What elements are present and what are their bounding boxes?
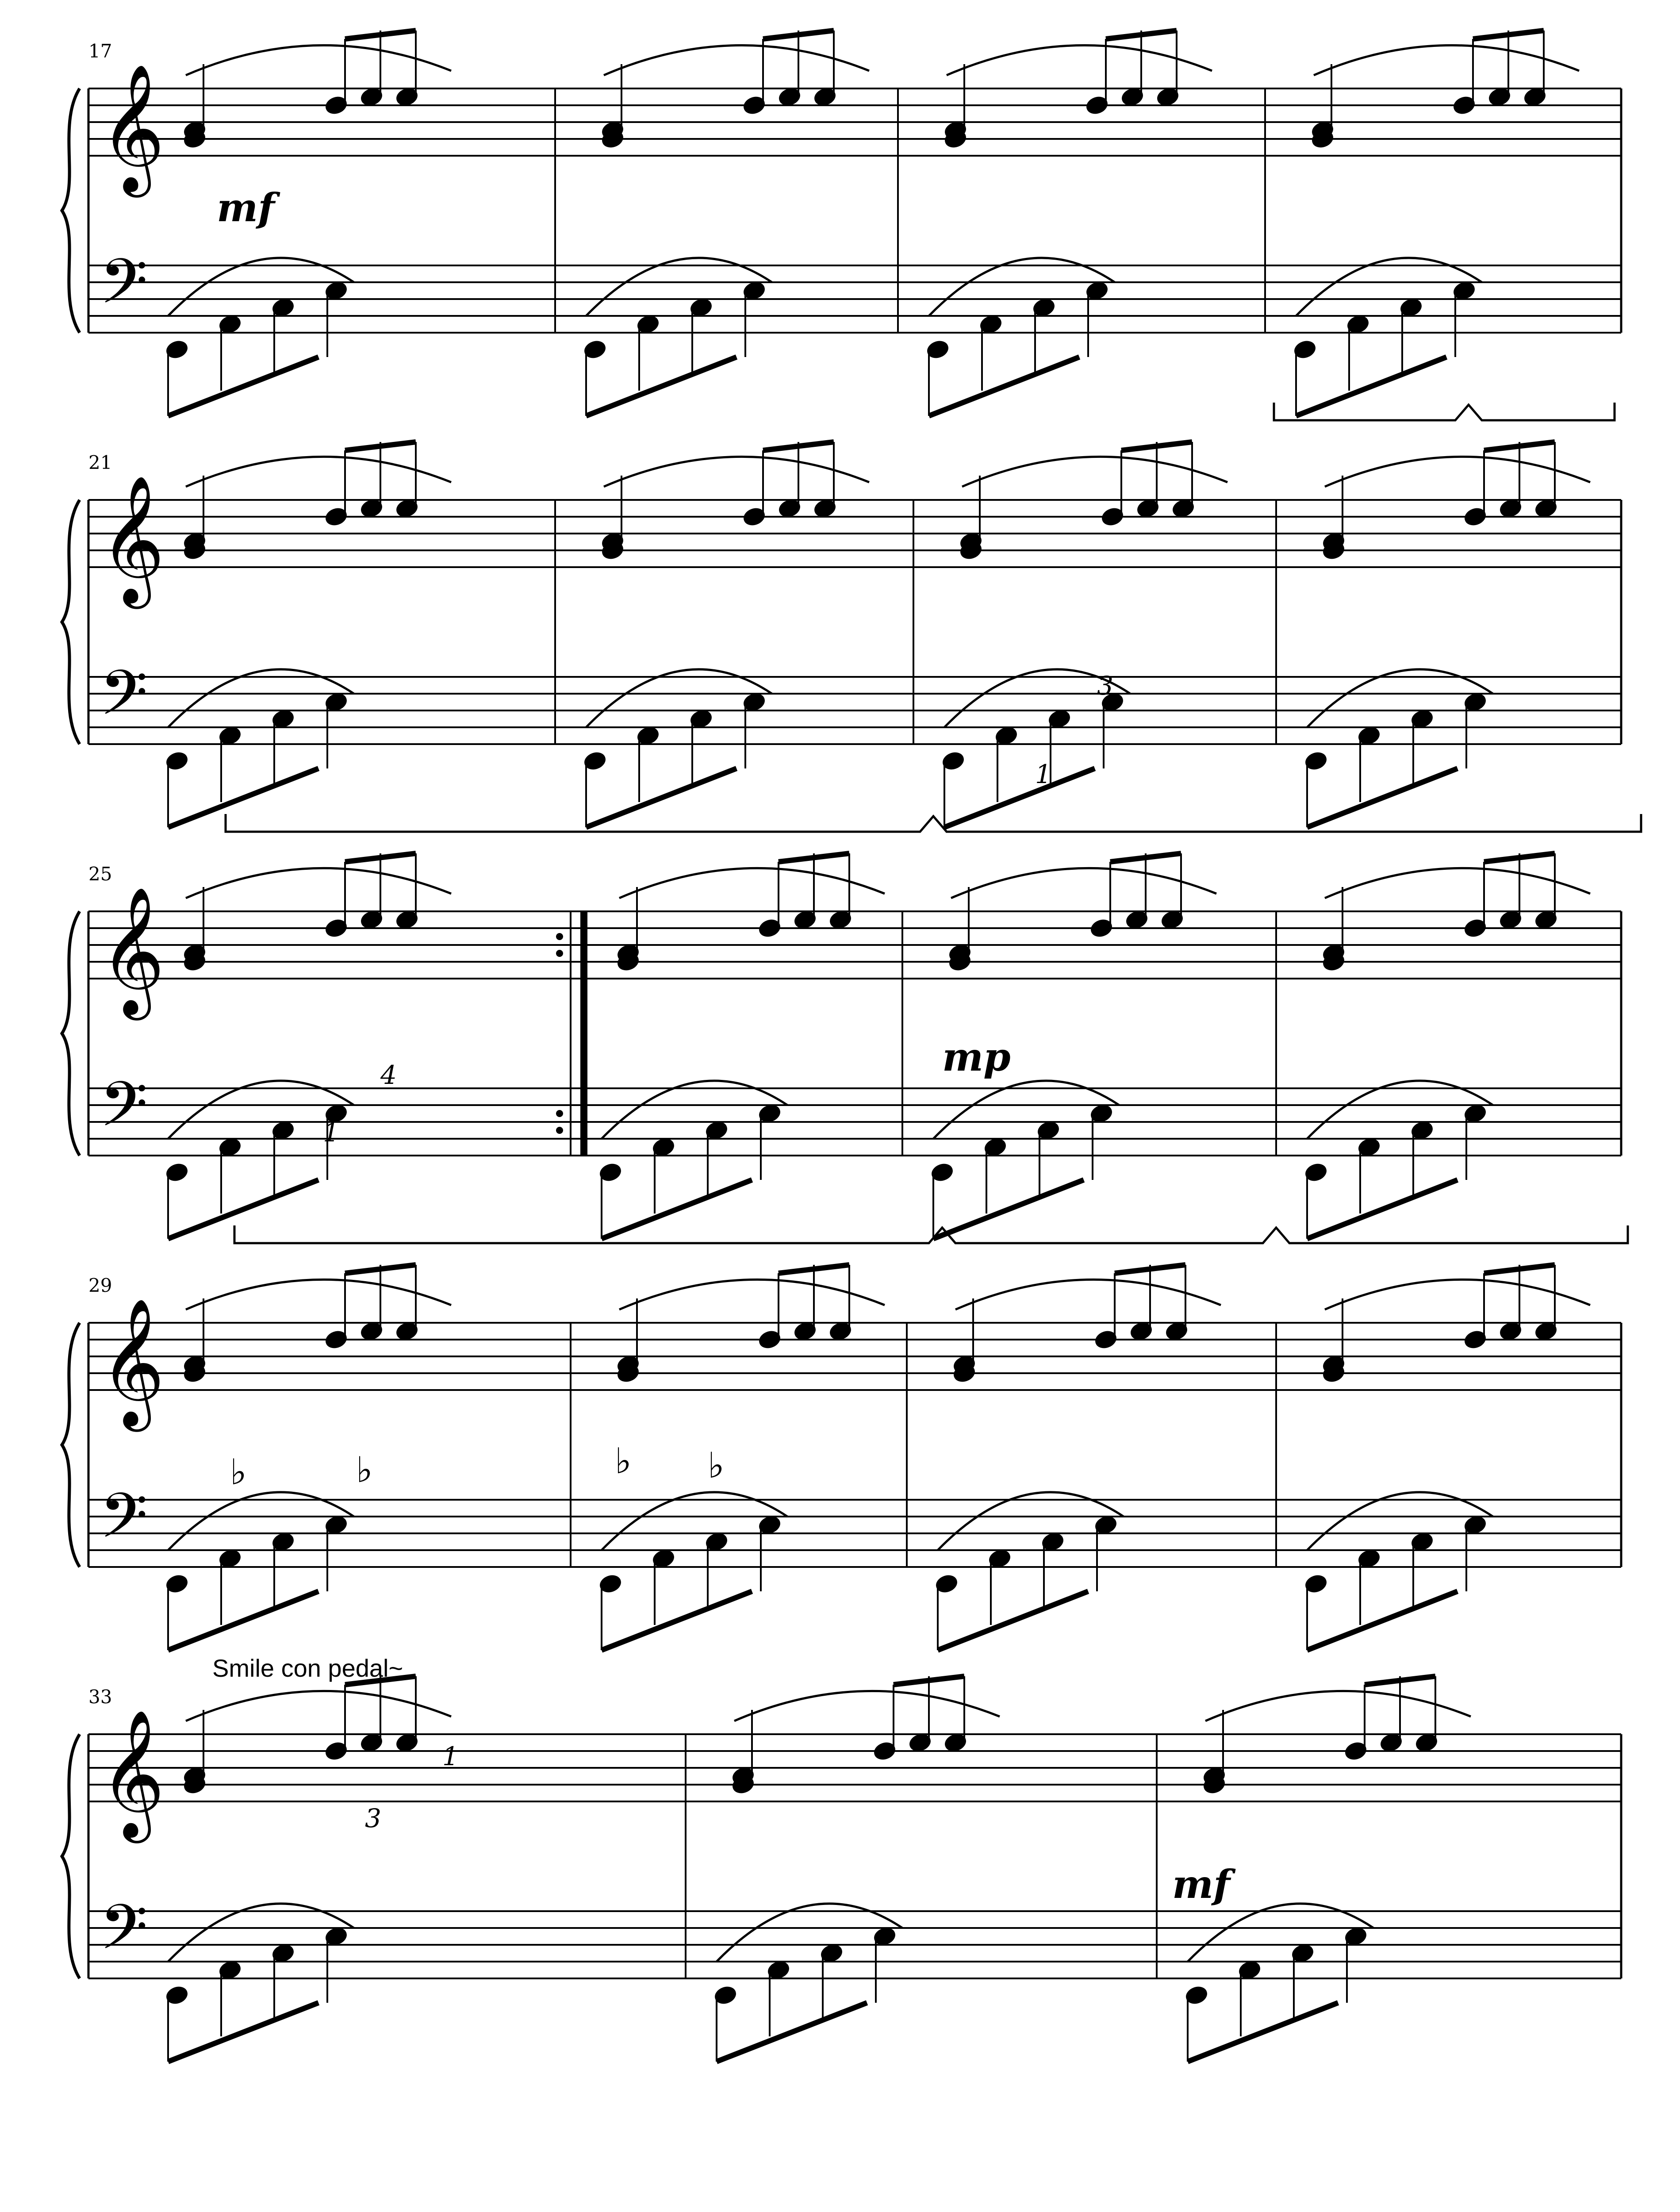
- slur: [962, 457, 1227, 487]
- slur: [586, 258, 772, 316]
- pedal-instruction: Smile con pedal~: [212, 1654, 403, 1682]
- treble-clef: 𝄞: [100, 1709, 165, 1837]
- slur: [929, 258, 1115, 316]
- slur: [186, 868, 451, 898]
- slur: [186, 45, 451, 75]
- beam: [1307, 768, 1458, 827]
- slur: [186, 1691, 451, 1721]
- treble-clef: 𝄞: [100, 63, 165, 192]
- grand-staff-brace: [62, 1323, 80, 1567]
- slur: [168, 1904, 354, 1962]
- measure-number-21: 21: [88, 452, 112, 473]
- beam: [168, 1591, 318, 1650]
- repeat-dot: [556, 950, 563, 957]
- beam: [938, 1591, 1088, 1650]
- slur: [1188, 1904, 1373, 1962]
- slur: [1205, 1691, 1471, 1721]
- slur: [602, 1081, 787, 1139]
- slur: [947, 45, 1212, 75]
- pedal-bracket: [226, 814, 1641, 832]
- system: [62, 474, 1621, 745]
- fingering-mark: 1: [323, 1118, 339, 1148]
- slur: [951, 868, 1216, 898]
- treble-clef: 𝄞: [100, 474, 165, 603]
- measure-number-25: 25: [88, 863, 112, 885]
- slur: [1307, 1492, 1493, 1550]
- slur: [168, 669, 354, 727]
- measure-number-29: 29: [88, 1275, 112, 1296]
- fingering-mark: 4: [380, 1060, 397, 1090]
- slur: [1307, 1081, 1493, 1139]
- slur: [619, 868, 885, 898]
- bass-clef: 𝄢: [100, 1480, 148, 1567]
- slur: [186, 457, 451, 487]
- beam: [944, 768, 1095, 827]
- system: [62, 63, 1621, 333]
- slur: [619, 1279, 885, 1310]
- slur: [586, 669, 772, 727]
- slur: [1325, 868, 1590, 898]
- flat-sign: ♭: [708, 1445, 725, 1486]
- slur: [168, 258, 354, 316]
- beam: [168, 357, 318, 416]
- beam: [168, 768, 318, 827]
- beam: [929, 357, 1079, 416]
- fingering-mark: 1: [442, 1741, 459, 1771]
- grand-staff-brace: [62, 500, 80, 744]
- beam: [586, 768, 736, 827]
- dynamic-mf: mf: [217, 184, 275, 230]
- slur: [955, 1279, 1221, 1310]
- slur: [1314, 45, 1579, 75]
- measure-number-33: 33: [88, 1686, 112, 1708]
- beam: [1307, 1180, 1458, 1239]
- slur: [933, 1081, 1119, 1139]
- slur: [604, 457, 869, 487]
- repeat-dot: [556, 933, 563, 940]
- grand-staff-brace: [62, 911, 80, 1156]
- slur: [168, 1492, 354, 1550]
- slur: [604, 45, 869, 75]
- treble-clef: 𝄞: [100, 1297, 165, 1426]
- grand-staff-brace: [62, 88, 80, 333]
- bass-clef: 𝄢: [100, 657, 148, 745]
- slur: [938, 1492, 1124, 1550]
- fingering-mark: 1: [1035, 759, 1051, 789]
- beam: [602, 1591, 752, 1650]
- slur: [1325, 1279, 1590, 1310]
- grand-staff-brace: [62, 1734, 80, 1978]
- pedal-bracket: [234, 1225, 1628, 1243]
- flat-sign: ♭: [356, 1449, 373, 1490]
- dynamic-mp: mp: [942, 1034, 1011, 1080]
- treble-clef: 𝄞: [100, 886, 165, 1014]
- bass-clef: 𝄢: [100, 1068, 148, 1156]
- flat-sign: ♭: [615, 1440, 632, 1482]
- measure-number-17: 17: [88, 40, 112, 62]
- repeat-dot: [556, 1110, 563, 1117]
- beam: [1307, 1591, 1458, 1650]
- fingering-mark: 3: [365, 1803, 381, 1833]
- slur: [717, 1904, 902, 1962]
- beam: [168, 1180, 318, 1239]
- beam: [168, 2003, 318, 2062]
- slur: [1296, 258, 1482, 316]
- beam: [717, 2003, 867, 2062]
- slur: [1325, 457, 1590, 487]
- repeat-dot: [556, 1127, 563, 1134]
- slur: [1307, 669, 1493, 727]
- beam: [1296, 357, 1446, 416]
- beam: [933, 1180, 1084, 1239]
- beam: [602, 1180, 752, 1239]
- fingering-mark: 3: [1097, 671, 1113, 701]
- bass-clef: 𝄢: [100, 1891, 148, 1979]
- bass-clef: 𝄢: [100, 246, 148, 333]
- slur: [602, 1492, 787, 1550]
- dynamic-mf: mf: [1172, 1861, 1230, 1907]
- beam: [1188, 2003, 1338, 2062]
- slur: [734, 1691, 1000, 1721]
- beam: [586, 357, 736, 416]
- slur: [186, 1279, 451, 1310]
- flat-sign: ♭: [230, 1452, 247, 1493]
